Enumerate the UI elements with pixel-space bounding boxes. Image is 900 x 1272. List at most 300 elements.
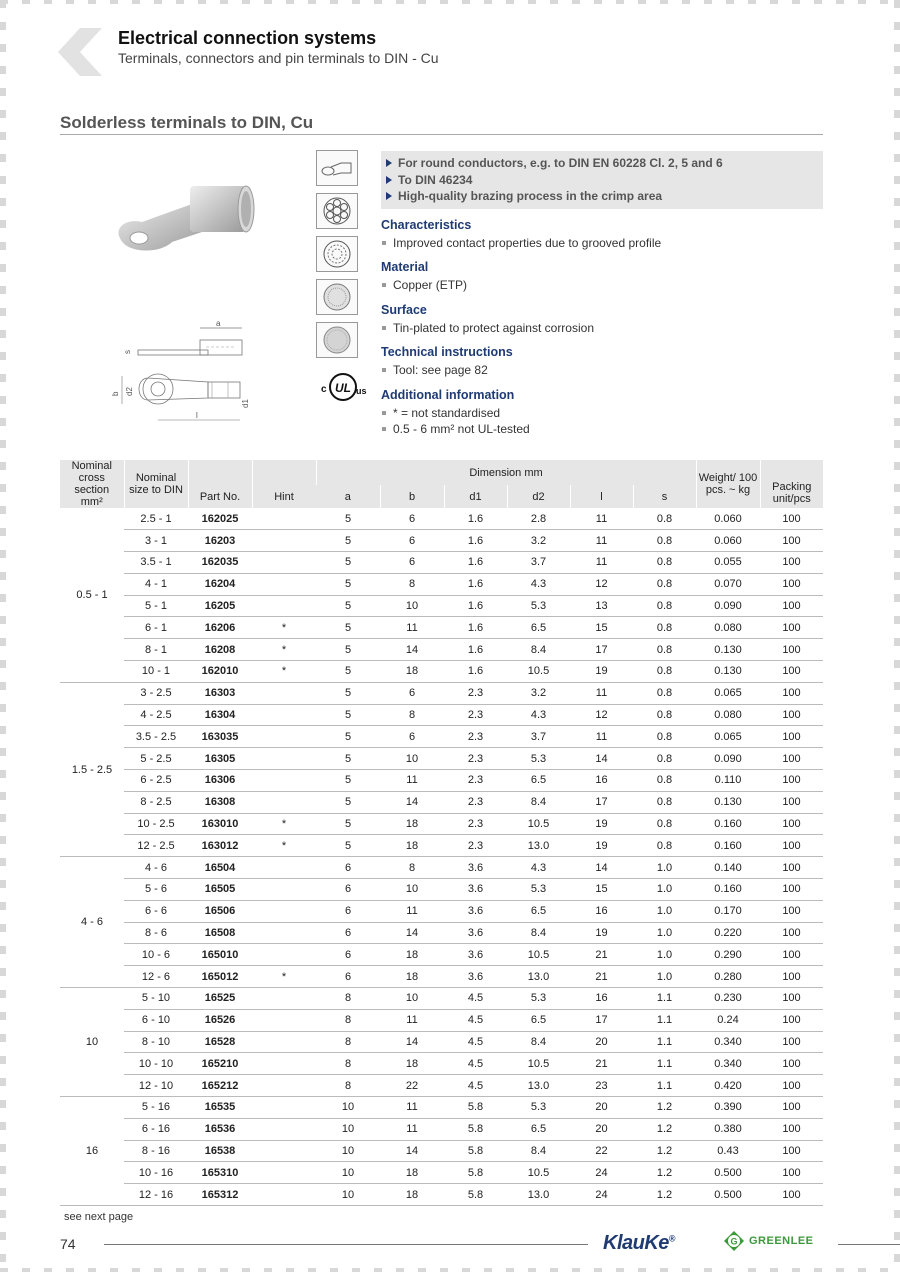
terminal-spec-table: [60, 460, 823, 1206]
b-cell: 6: [380, 682, 444, 704]
l-cell: 15: [570, 879, 633, 901]
table-row: [60, 617, 823, 639]
d1-cell: 1.6: [444, 573, 507, 595]
a-cell: 6: [316, 944, 380, 966]
table-row: [60, 530, 823, 552]
b-cell: 10: [380, 595, 444, 617]
part-no-cell: 16525: [188, 988, 252, 1010]
table-row: [60, 1118, 823, 1140]
bullet-icon: [382, 368, 386, 372]
d2-cell: 3.2: [507, 530, 570, 552]
packing-cell: 100: [760, 1184, 823, 1206]
a-cell: 10: [316, 1097, 380, 1119]
a-cell: 5: [316, 748, 380, 770]
part-no-cell: 165310: [188, 1162, 252, 1184]
packing-cell: 100: [760, 595, 823, 617]
part-no-cell: 162035: [188, 552, 252, 574]
d1-cell: 2.3: [444, 813, 507, 835]
b-cell: 18: [380, 813, 444, 835]
s-cell: 1.2: [633, 1118, 696, 1140]
s-cell: 0.8: [633, 791, 696, 813]
col-header-weight: Weight/ 100 pcs. ~ kg: [696, 460, 760, 508]
s-cell: 0.8: [633, 748, 696, 770]
packing-cell: 100: [760, 900, 823, 922]
cert-ul: UL: [335, 381, 351, 395]
a-cell: 6: [316, 966, 380, 988]
packing-cell: 100: [760, 530, 823, 552]
packing-cell: 100: [760, 1075, 823, 1097]
b-cell: 11: [380, 1118, 444, 1140]
cross-section-cell: 10: [60, 988, 124, 1097]
d1-cell: 2.3: [444, 835, 507, 857]
hint-cell: [252, 944, 316, 966]
packing-cell: 100: [760, 661, 823, 683]
terminal-product-image: [112, 168, 272, 268]
packing-cell: 100: [760, 922, 823, 944]
col-header-hint: Hint: [252, 460, 316, 508]
s-cell: 0.8: [633, 661, 696, 683]
nominal-size-cell: 8 - 10: [124, 1031, 188, 1053]
additional-info-item: * = not standardised: [381, 405, 823, 422]
d1-cell: 4.5: [444, 1031, 507, 1053]
b-cell: 18: [380, 1184, 444, 1206]
d1-cell: 4.5: [444, 1009, 507, 1031]
l-cell: 20: [570, 1031, 633, 1053]
packing-cell: 100: [760, 988, 823, 1010]
d1-cell: 5.8: [444, 1118, 507, 1140]
weight-cell: 0.090: [696, 595, 760, 617]
d1-cell: 4.5: [444, 1053, 507, 1075]
d1-cell: 2.3: [444, 682, 507, 704]
l-cell: 19: [570, 835, 633, 857]
s-cell: 0.8: [633, 639, 696, 661]
part-no-cell: 16538: [188, 1140, 252, 1162]
a-cell: 8: [316, 1075, 380, 1097]
d1-cell: 5.8: [444, 1140, 507, 1162]
hint-cell: [252, 1140, 316, 1162]
a-cell: 6: [316, 922, 380, 944]
d2-cell: 10.5: [507, 944, 570, 966]
footer-divider: [104, 1244, 588, 1245]
table-row: [60, 595, 823, 617]
back-chevron-icon: [58, 28, 102, 76]
l-cell: 17: [570, 639, 633, 661]
s-cell: 1.0: [633, 922, 696, 944]
cert-c: c: [321, 384, 327, 395]
b-cell: 8: [380, 573, 444, 595]
a-cell: 6: [316, 879, 380, 901]
table-row: [60, 791, 823, 813]
s-cell: 0.8: [633, 595, 696, 617]
weight-cell: 0.065: [696, 682, 760, 704]
d1-cell: 1.6: [444, 530, 507, 552]
l-cell: 17: [570, 791, 633, 813]
b-cell: 11: [380, 617, 444, 639]
hint-cell: *: [252, 617, 316, 639]
d2-cell: 6.5: [507, 770, 570, 792]
b-cell: 11: [380, 770, 444, 792]
col-header-dimension: Dimension mm: [316, 460, 696, 485]
packing-cell: 100: [760, 508, 823, 530]
b-cell: 11: [380, 1009, 444, 1031]
nominal-size-cell: 6 - 16: [124, 1118, 188, 1140]
bullet-icon: [382, 283, 386, 287]
drawing-label-d2: d2: [125, 387, 134, 396]
packing-cell: 100: [760, 1162, 823, 1184]
s-cell: 0.8: [633, 508, 696, 530]
nominal-size-cell: 5 - 10: [124, 988, 188, 1010]
table-row: [60, 661, 823, 683]
nominal-size-cell: 5 - 6: [124, 879, 188, 901]
part-no-cell: 165212: [188, 1075, 252, 1097]
hint-cell: *: [252, 639, 316, 661]
d1-cell: 2.3: [444, 770, 507, 792]
packing-cell: 100: [760, 857, 823, 879]
weight-cell: 0.060: [696, 530, 760, 552]
solid-conductor-class2-icon: [316, 193, 358, 229]
s-cell: 0.8: [633, 726, 696, 748]
hint-cell: [252, 704, 316, 726]
drawing-label-d1: d1: [241, 399, 250, 408]
fine-stranded-conductor-icon: [316, 279, 358, 315]
part-no-cell: 16204: [188, 573, 252, 595]
part-no-cell: 16504: [188, 857, 252, 879]
material-item: Copper (ETP): [381, 277, 823, 294]
part-no-cell: 16528: [188, 1031, 252, 1053]
hint-cell: [252, 595, 316, 617]
b-cell: 10: [380, 879, 444, 901]
l-cell: 22: [570, 1140, 633, 1162]
d1-cell: 5.8: [444, 1162, 507, 1184]
additional-info-item: 0.5 - 6 mm² not UL-tested: [381, 421, 823, 438]
packing-cell: 100: [760, 1140, 823, 1162]
s-cell: 1.0: [633, 944, 696, 966]
d2-cell: 5.3: [507, 879, 570, 901]
a-cell: 8: [316, 1009, 380, 1031]
greenlee-logo: G GREENLEE: [723, 1230, 814, 1252]
l-cell: 19: [570, 661, 633, 683]
nominal-size-cell: 3.5 - 2.5: [124, 726, 188, 748]
a-cell: 5: [316, 704, 380, 726]
s-cell: 1.0: [633, 879, 696, 901]
hint-cell: [252, 879, 316, 901]
stranded-conductor-icon: [316, 236, 358, 272]
d2-cell: 6.5: [507, 1009, 570, 1031]
s-cell: 0.8: [633, 704, 696, 726]
table-row: [60, 1184, 823, 1206]
a-cell: 5: [316, 530, 380, 552]
part-no-cell: 16304: [188, 704, 252, 726]
part-no-cell: 16303: [188, 682, 252, 704]
d1-cell: 3.6: [444, 922, 507, 944]
part-no-cell: 165210: [188, 1053, 252, 1075]
a-cell: 5: [316, 726, 380, 748]
b-cell: 10: [380, 748, 444, 770]
weight-cell: 0.130: [696, 791, 760, 813]
d2-cell: 8.4: [507, 791, 570, 813]
l-cell: 14: [570, 857, 633, 879]
d1-cell: 4.5: [444, 1075, 507, 1097]
weight-cell: 0.500: [696, 1184, 760, 1206]
s-cell: 1.2: [633, 1140, 696, 1162]
nominal-size-cell: 5 - 1: [124, 595, 188, 617]
page-edge-left: [0, 0, 6, 1272]
nominal-size-cell: 6 - 2.5: [124, 770, 188, 792]
packing-cell: 100: [760, 770, 823, 792]
hint-cell: *: [252, 813, 316, 835]
table-row: [60, 1009, 823, 1031]
nominal-size-cell: 10 - 6: [124, 944, 188, 966]
hint-cell: [252, 1184, 316, 1206]
bullet-icon: [382, 326, 386, 330]
d2-cell: 10.5: [507, 1053, 570, 1075]
nominal-size-cell: 8 - 2.5: [124, 791, 188, 813]
d1-cell: 3.6: [444, 944, 507, 966]
surface-heading: Surface: [381, 302, 427, 317]
page-edge-right: [894, 0, 900, 1272]
d2-cell: 10.5: [507, 813, 570, 835]
d1-cell: 1.6: [444, 661, 507, 683]
d2-cell: 2.8: [507, 508, 570, 530]
hint-cell: [252, 1031, 316, 1053]
a-cell: 10: [316, 1184, 380, 1206]
conductor-class-icons: [316, 150, 362, 365]
weight-cell: 0.055: [696, 552, 760, 574]
table-row: [60, 857, 823, 879]
b-cell: 18: [380, 1053, 444, 1075]
characteristics-item: Improved contact properties due to grooved profile: [381, 235, 823, 252]
packing-cell: 100: [760, 552, 823, 574]
weight-cell: 0.130: [696, 639, 760, 661]
d2-cell: 8.4: [507, 1140, 570, 1162]
weight-cell: 0.340: [696, 1053, 760, 1075]
table-row: [60, 1162, 823, 1184]
drawing-label-l: l: [196, 411, 198, 420]
d1-cell: 1.6: [444, 508, 507, 530]
hint-cell: [252, 530, 316, 552]
l-cell: 16: [570, 770, 633, 792]
part-no-cell: 16308: [188, 791, 252, 813]
s-cell: 1.2: [633, 1162, 696, 1184]
nominal-size-cell: 3 - 2.5: [124, 682, 188, 704]
packing-cell: 100: [760, 1031, 823, 1053]
table-row: [60, 1031, 823, 1053]
see-next-page-note: see next page: [64, 1211, 134, 1223]
col-header-l: l: [570, 485, 633, 508]
a-cell: 5: [316, 573, 380, 595]
table-row: [60, 922, 823, 944]
table-row: [60, 770, 823, 792]
b-cell: 8: [380, 704, 444, 726]
weight-cell: 0.420: [696, 1075, 760, 1097]
b-cell: 18: [380, 944, 444, 966]
feature-item: For round conductors, e.g. to DIN EN 60228 Cl. 2, 5 and 6: [386, 155, 815, 172]
nominal-size-cell: 6 - 6: [124, 900, 188, 922]
table-row: [60, 704, 823, 726]
nominal-size-cell: 3.5 - 1: [124, 552, 188, 574]
bullet-icon: [382, 411, 386, 415]
b-cell: 6: [380, 726, 444, 748]
col-header-d1: d1: [444, 485, 507, 508]
nominal-size-cell: 12 - 6: [124, 966, 188, 988]
weight-cell: 0.080: [696, 704, 760, 726]
spec-table-body: [60, 508, 823, 1206]
s-cell: 1.0: [633, 966, 696, 988]
weight-cell: 0.140: [696, 857, 760, 879]
hint-cell: *: [252, 966, 316, 988]
surface-item: Tin-plated to protect against corrosion: [381, 320, 823, 337]
hint-cell: [252, 1075, 316, 1097]
l-cell: 16: [570, 900, 633, 922]
extra-fine-conductor-icon: [316, 322, 358, 358]
l-cell: 19: [570, 813, 633, 835]
nominal-size-cell: 8 - 16: [124, 1140, 188, 1162]
packing-cell: 100: [760, 944, 823, 966]
hint-cell: [252, 552, 316, 574]
packing-cell: 100: [760, 726, 823, 748]
s-cell: 0.8: [633, 682, 696, 704]
part-no-cell: 16305: [188, 748, 252, 770]
a-cell: 8: [316, 1031, 380, 1053]
d2-cell: 13.0: [507, 1075, 570, 1097]
packing-cell: 100: [760, 639, 823, 661]
drawing-label-s: s: [123, 350, 132, 354]
packing-cell: 100: [760, 1009, 823, 1031]
nominal-size-cell: 8 - 1: [124, 639, 188, 661]
b-cell: 10: [380, 988, 444, 1010]
table-row: [60, 988, 823, 1010]
l-cell: 11: [570, 508, 633, 530]
d1-cell: 1.6: [444, 552, 507, 574]
l-cell: 12: [570, 573, 633, 595]
s-cell: 0.8: [633, 552, 696, 574]
weight-cell: 0.390: [696, 1097, 760, 1119]
s-cell: 1.0: [633, 900, 696, 922]
packing-cell: 100: [760, 704, 823, 726]
hint-cell: [252, 508, 316, 530]
part-no-cell: 162010: [188, 661, 252, 683]
a-cell: 5: [316, 639, 380, 661]
d2-cell: 13.0: [507, 835, 570, 857]
part-no-cell: 16535: [188, 1097, 252, 1119]
hint-cell: [252, 682, 316, 704]
nominal-size-cell: 4 - 2.5: [124, 704, 188, 726]
nominal-size-cell: 4 - 6: [124, 857, 188, 879]
hint-cell: [252, 900, 316, 922]
table-row: [60, 726, 823, 748]
b-cell: 18: [380, 966, 444, 988]
weight-cell: 0.160: [696, 879, 760, 901]
table-row: [60, 573, 823, 595]
product-info: [381, 151, 823, 438]
d2-cell: 8.4: [507, 1031, 570, 1053]
hint-cell: [252, 726, 316, 748]
technical-instructions-heading: Technical instructions: [381, 345, 513, 359]
b-cell: 18: [380, 1162, 444, 1184]
a-cell: 6: [316, 900, 380, 922]
a-cell: 10: [316, 1118, 380, 1140]
bullet-icon: [382, 427, 386, 431]
section-title: Solderless terminals to DIN, Cu: [60, 113, 314, 132]
weight-cell: 0.110: [696, 770, 760, 792]
packing-cell: 100: [760, 1053, 823, 1075]
d2-cell: 13.0: [507, 966, 570, 988]
b-cell: 8: [380, 857, 444, 879]
weight-cell: 0.065: [696, 726, 760, 748]
a-cell: 5: [316, 617, 380, 639]
packing-cell: 100: [760, 748, 823, 770]
s-cell: 1.2: [633, 1184, 696, 1206]
nominal-size-cell: 3 - 1: [124, 530, 188, 552]
b-cell: 18: [380, 835, 444, 857]
arrow-right-icon: [386, 176, 392, 184]
table-row: [60, 944, 823, 966]
weight-cell: 0.060: [696, 508, 760, 530]
s-cell: 1.1: [633, 988, 696, 1010]
a-cell: 5: [316, 595, 380, 617]
d1-cell: 1.6: [444, 595, 507, 617]
b-cell: 14: [380, 639, 444, 661]
col-header-b: b: [380, 485, 444, 508]
l-cell: 20: [570, 1097, 633, 1119]
l-cell: 13: [570, 595, 633, 617]
hint-cell: [252, 1118, 316, 1140]
col-header-packing: Packing unit/pcs: [760, 460, 823, 508]
nominal-size-cell: 6 - 1: [124, 617, 188, 639]
d1-cell: 2.3: [444, 726, 507, 748]
feature-item: To DIN 46234: [386, 172, 815, 189]
col-header-nominal-size: Nominal size to DIN: [124, 460, 188, 508]
s-cell: 1.1: [633, 1053, 696, 1075]
weight-cell: 0.080: [696, 617, 760, 639]
table-row: [60, 552, 823, 574]
d2-cell: 10.5: [507, 661, 570, 683]
l-cell: 21: [570, 944, 633, 966]
page-title: Electrical connection systems: [118, 28, 377, 48]
b-cell: 14: [380, 791, 444, 813]
l-cell: 12: [570, 704, 633, 726]
cross-section-cell: 0.5 - 1: [60, 508, 124, 682]
nominal-size-cell: 10 - 1: [124, 661, 188, 683]
l-cell: 16: [570, 988, 633, 1010]
d2-cell: 8.4: [507, 922, 570, 944]
d1-cell: 3.6: [444, 966, 507, 988]
d2-cell: 8.4: [507, 639, 570, 661]
l-cell: 11: [570, 530, 633, 552]
b-cell: 6: [380, 552, 444, 574]
packing-cell: 100: [760, 835, 823, 857]
a-cell: 10: [316, 1140, 380, 1162]
packing-cell: 100: [760, 813, 823, 835]
s-cell: 0.8: [633, 617, 696, 639]
nominal-size-cell: 2.5 - 1: [124, 508, 188, 530]
drawing-label-b: b: [111, 391, 120, 396]
d2-cell: 13.0: [507, 1184, 570, 1206]
d2-cell: 10.5: [507, 1162, 570, 1184]
nominal-size-cell: 8 - 6: [124, 922, 188, 944]
weight-cell: 0.280: [696, 966, 760, 988]
weight-cell: 0.290: [696, 944, 760, 966]
nominal-size-cell: 12 - 2.5: [124, 835, 188, 857]
b-cell: 11: [380, 900, 444, 922]
s-cell: 1.0: [633, 857, 696, 879]
d2-cell: 5.3: [507, 748, 570, 770]
part-no-cell: 16206: [188, 617, 252, 639]
technical-drawing: [108, 316, 268, 436]
part-no-cell: 16203: [188, 530, 252, 552]
weight-cell: 0.170: [696, 900, 760, 922]
l-cell: 21: [570, 966, 633, 988]
